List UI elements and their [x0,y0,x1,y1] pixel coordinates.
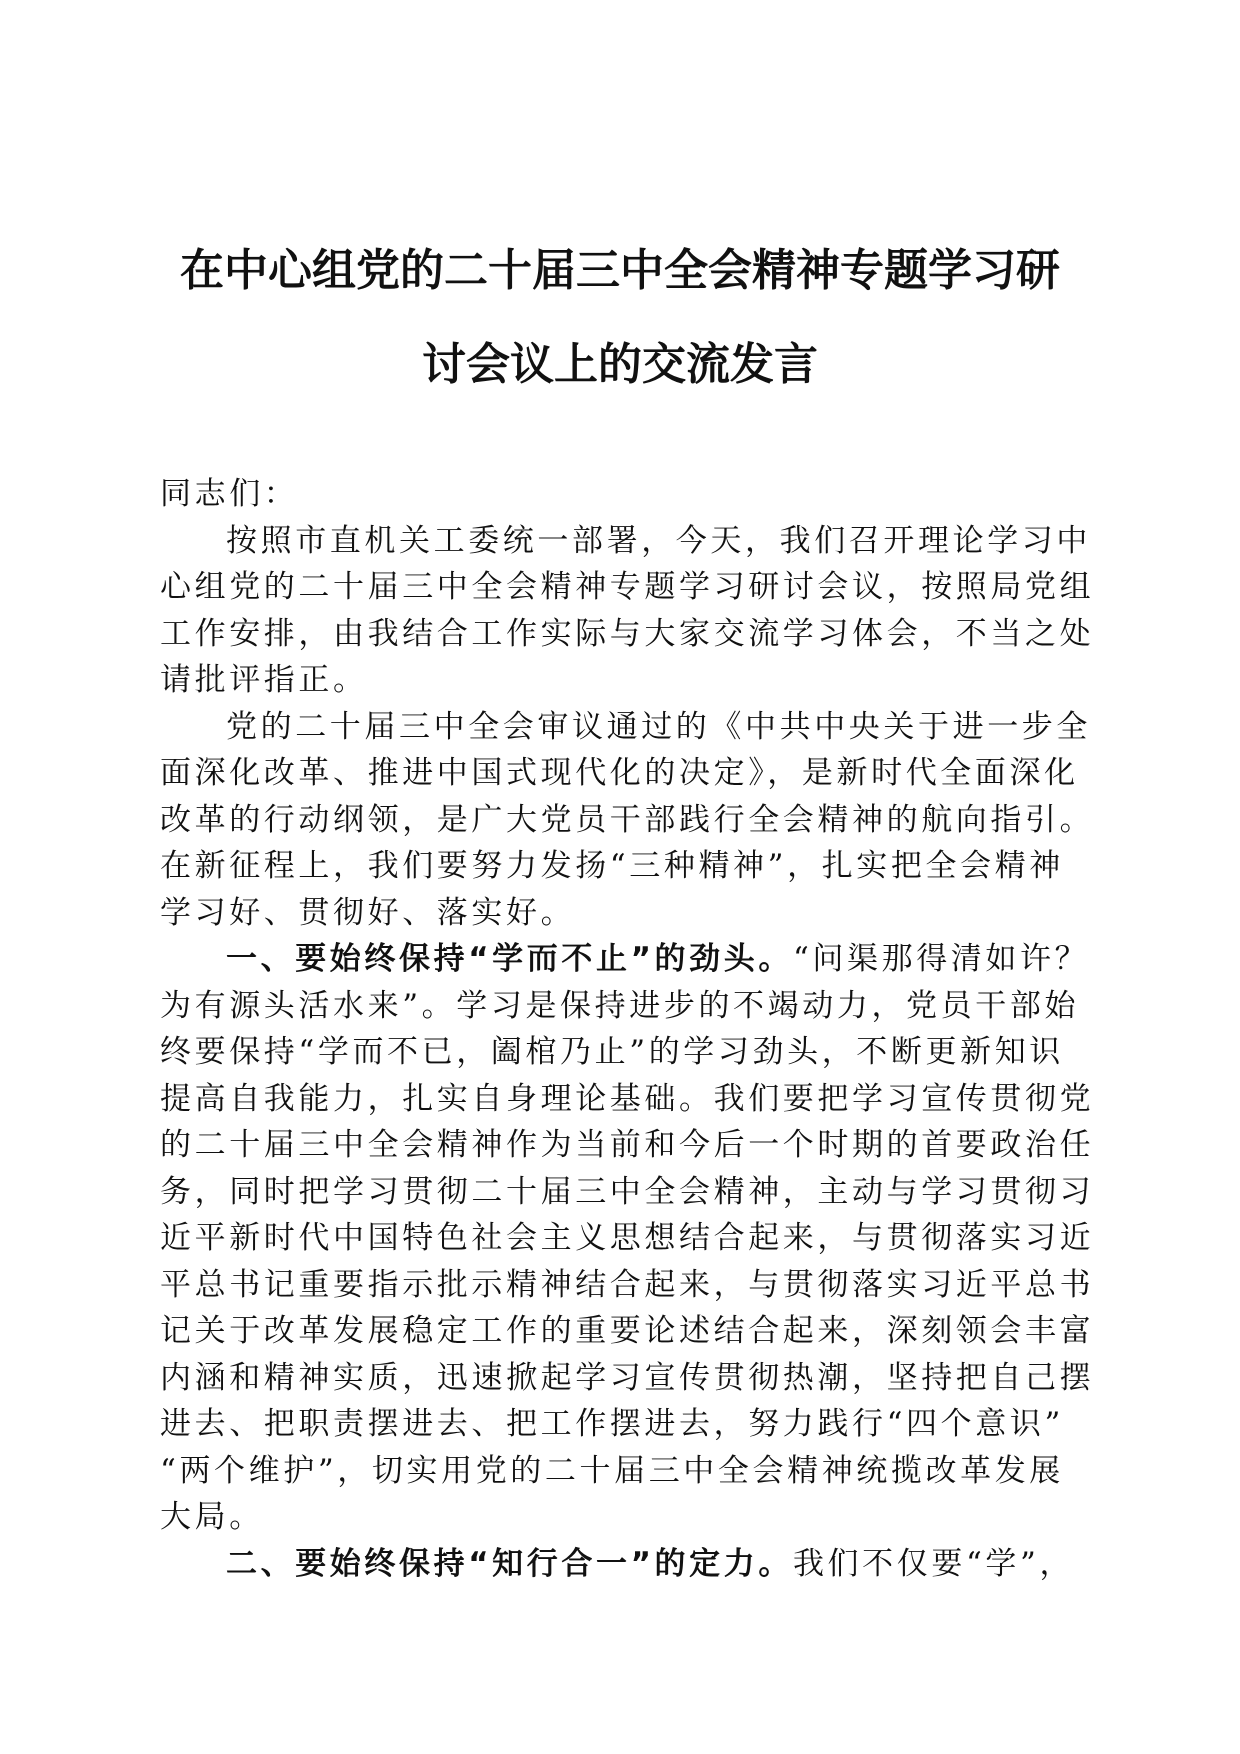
paragraph-line: 务，同时把学习贯彻二十届三中全会精神，主动与学习贯彻习 [160,1173,1095,1210]
title-line-1: 在中心组党的二十届三中全会精神专题学习研 [180,245,1060,296]
paragraph-overview [160,704,1095,937]
paragraph-line: 改革的行动纲领，是广大党员干部践行全会精神的航向指引。 [160,801,1095,838]
section-2-first-line-text: 我们不仅要“学”， [792,1545,1075,1582]
document-body [160,471,1095,1587]
paragraph-line: 大局。 [160,1499,264,1535]
paragraph-line: 内涵和精神实质，迅速掀起学习宣传贯彻热潮，坚持把自己摆 [160,1359,1095,1396]
paragraph-line: 工作安排，由我结合工作实际与大家交流学习体会，不当之处 [160,615,1095,652]
document-title [150,224,1090,412]
paragraph-line: 近平新时代中国特色社会主义思想结合起来，与贯彻落实习近 [160,1220,1095,1256]
section-2-heading: 二、要始终保持“知行合一”的定力。 [226,1545,793,1582]
paragraph-line: 终要保持“学而不已，阖棺乃止”的学习劲头，不断更新知识 [160,1034,1064,1070]
paragraph-line: 学习好、贯彻好、落实好。 [160,894,576,931]
paragraph-line: 为有源头活水来”。学习是保持进步的不竭动力，党员干部始 [160,987,1080,1024]
paragraph-line: “两个维护”，切实用党的二十届三中全会精神统揽改革发展 [160,1452,1064,1489]
paragraph-line: 的二十届三中全会精神作为当前和今后一个时期的首要政治任 [160,1127,1095,1163]
paragraph-line: 党的二十届三中全会审议通过的《中共中央关于进一步全 [226,708,1091,745]
paragraph-line: 请批评指正。 [160,662,368,698]
paragraph-line: 按照市直机关工委统一部署，今天，我们召开理论学习中 [226,522,1091,559]
section-2 [160,1541,1080,1588]
paragraph-line: 记关于改革发展稳定工作的重要论述结合起来，深刻领会丰富 [160,1313,1095,1349]
paragraph-line: 心组党的二十届三中全会精神专题学习研讨会议，按照局党组 [160,569,1095,605]
section-1 [160,936,1095,1541]
paragraph-line: 提高自我能力，扎实自身理论基础。我们要把学习宣传贯彻党 [160,1080,1095,1117]
salutation: 同志们： [160,476,299,512]
paragraph-line: 进去、把职责摆进去、把工作摆进去，努力践行“四个意识” [160,1406,1064,1442]
paragraph-intro [160,518,1095,704]
paragraph-line: 平总书记重要指示批示精神结合起来，与贯彻落实习近平总书 [160,1266,1095,1303]
section-1-first-line [160,936,1090,983]
title-line-2: 讨会议上的交流发言 [422,339,818,390]
paragraph-line: 在新征程上，我们要努力发扬“三种精神”，扎实把全会精神 [160,848,1064,884]
section-1-heading: 一、要始终保持“学而不止”的劲头。 [226,941,793,977]
section-1-first-line-text: “问渠那得清如许？ [792,941,1090,977]
section-2-first-line [160,1541,1080,1588]
paragraph-line: 面深化改革、推进中国式现代化的决定》，是新时代全面深化 [160,755,1079,791]
